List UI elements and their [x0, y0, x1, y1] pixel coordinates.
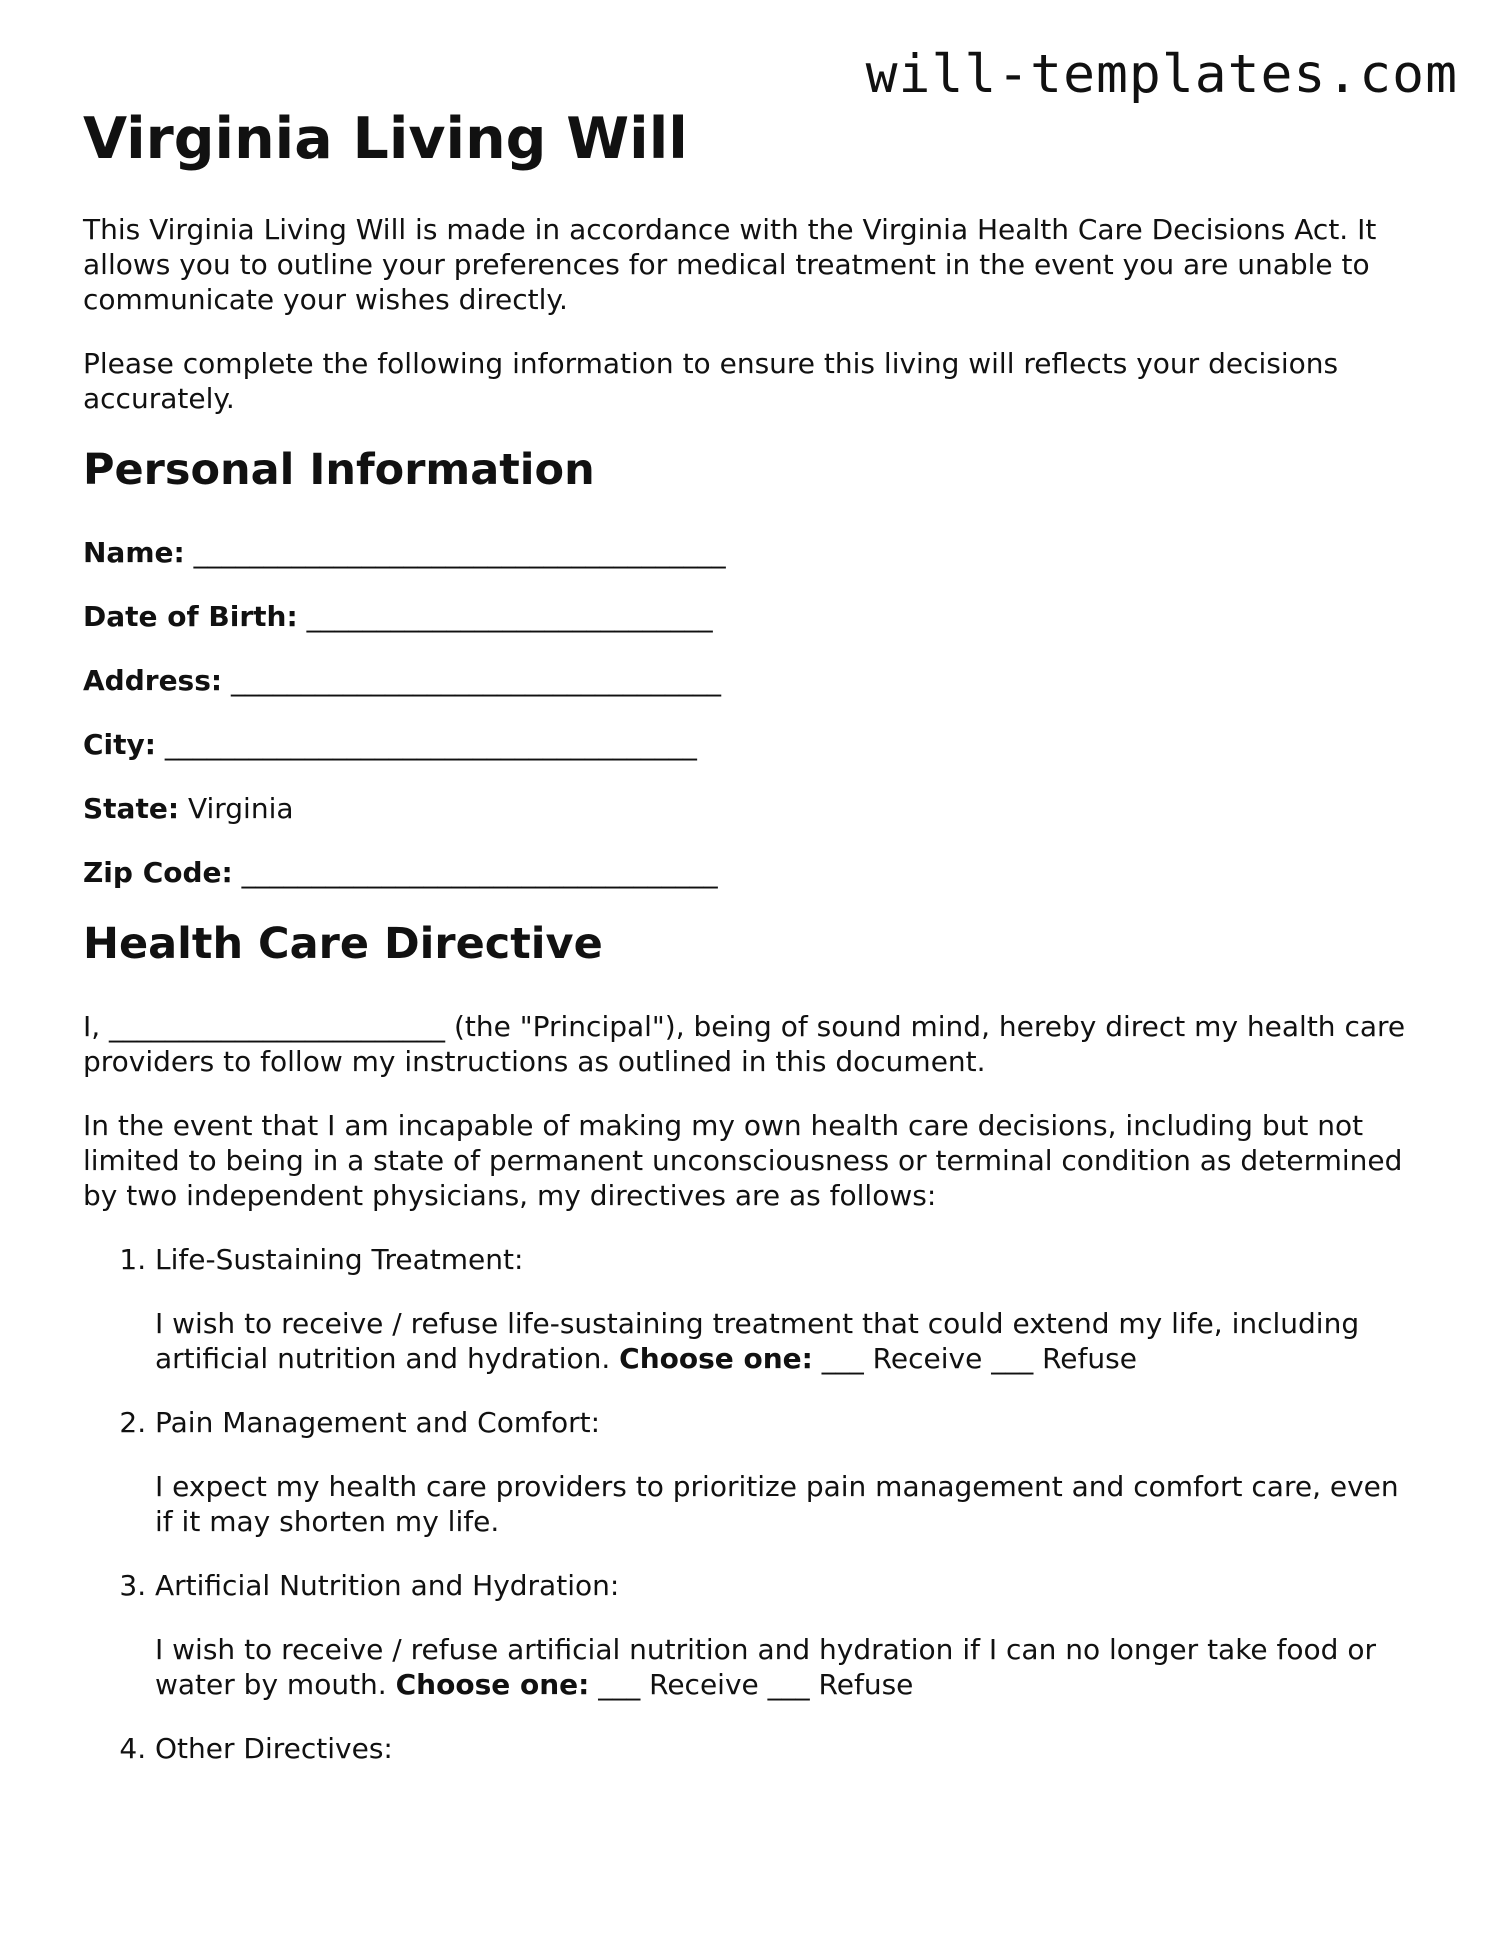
directives-list: [83, 1242, 1423, 1766]
directive-body: [155, 1469, 1423, 1539]
directive-item: [155, 1568, 1423, 1702]
event-paragraph: In the event that I am incapable of making my own health care decisions, including but not limited to being in a state of permanent unconsciousness or terminal condition as determined by two independent physicians, my directives are as follows:: [83, 1109, 1403, 1212]
name-blank: ______________________________________: [193, 536, 726, 569]
choose-one-label: Choose one:: [395, 1668, 590, 1701]
zip-code-field[interactable]: [83, 855, 1423, 890]
directive-title: 3. Artificial Nutrition and Hydration:: [155, 1569, 620, 1602]
date-of-birth-field[interactable]: [83, 599, 1423, 634]
directive-title: 2. Pain Management and Comfort:: [155, 1406, 601, 1439]
directive-title: 4. Other Directives:: [155, 1732, 393, 1765]
directive-text: I expect my health care providers to prioritize pain management and comfort care, even if it may shorten my life.: [155, 1470, 1399, 1538]
choose-one-label: Choose one:: [619, 1342, 813, 1375]
directive-text: I wish to receive / refuse life-sustaining treatment that could extend my life, including artificial nutrition and hydration.: [155, 1307, 1360, 1375]
name-label: Name:: [83, 536, 185, 569]
date-of-birth-blank: _____________________________: [306, 600, 713, 633]
directive-text: I wish to receive / refuse artificial nutrition and hydration if I can no longer take food or water by mouth.: [155, 1633, 1376, 1701]
state-field: [83, 791, 1423, 826]
directive-title: 1. Life-Sustaining Treatment:: [155, 1243, 524, 1276]
zip-code-blank: __________________________________: [241, 856, 718, 889]
personal-information-heading: Personal Information: [83, 445, 595, 495]
watermark: will-templates.com: [865, 44, 1458, 105]
address-field[interactable]: [83, 663, 1423, 698]
choose-options[interactable]: ___ Receive ___ Refuse: [821, 1342, 1137, 1375]
address-label: Address:: [83, 664, 223, 697]
city-field[interactable]: [83, 727, 1423, 762]
intro-paragraph-2: Please complete the following information to ensure this living will reflects your decisions accurately.: [83, 347, 1339, 415]
state-value: Virginia: [187, 792, 294, 825]
state-label: State:: [83, 792, 180, 825]
directive-item: [155, 1405, 1423, 1539]
date-of-birth-label: Date of Birth:: [83, 600, 298, 633]
name-field[interactable]: [83, 535, 1423, 570]
directive-body: [155, 1632, 1423, 1702]
document-content: [83, 212, 1423, 1795]
address-blank: ___________________________________: [231, 664, 721, 697]
health-care-directive-heading: Health Care Directive: [83, 919, 603, 969]
directive-item: [155, 1242, 1423, 1376]
city-label: City:: [83, 728, 156, 761]
principal-paragraph: I, ________________________ (the "Principal"), being of sound mind, hereby direct my health care providers to follow my instructions as outlined in this document.: [83, 1010, 1406, 1078]
directive-item: [155, 1731, 1423, 1766]
directive-body: [155, 1306, 1423, 1376]
choose-options[interactable]: ___ Receive ___ Refuse: [598, 1668, 914, 1701]
city-blank: ______________________________________: [164, 728, 697, 761]
zip-code-label: Zip Code:: [83, 856, 233, 889]
intro-paragraph-1: This Virginia Living Will is made in accordance with the Virginia Health Care Decisions Act. It allows you to outline your preferences for medical treatment in the event you are unable to communicate your wishes directly.: [83, 213, 1377, 316]
document-title: Virginia Living Will: [83, 106, 688, 172]
